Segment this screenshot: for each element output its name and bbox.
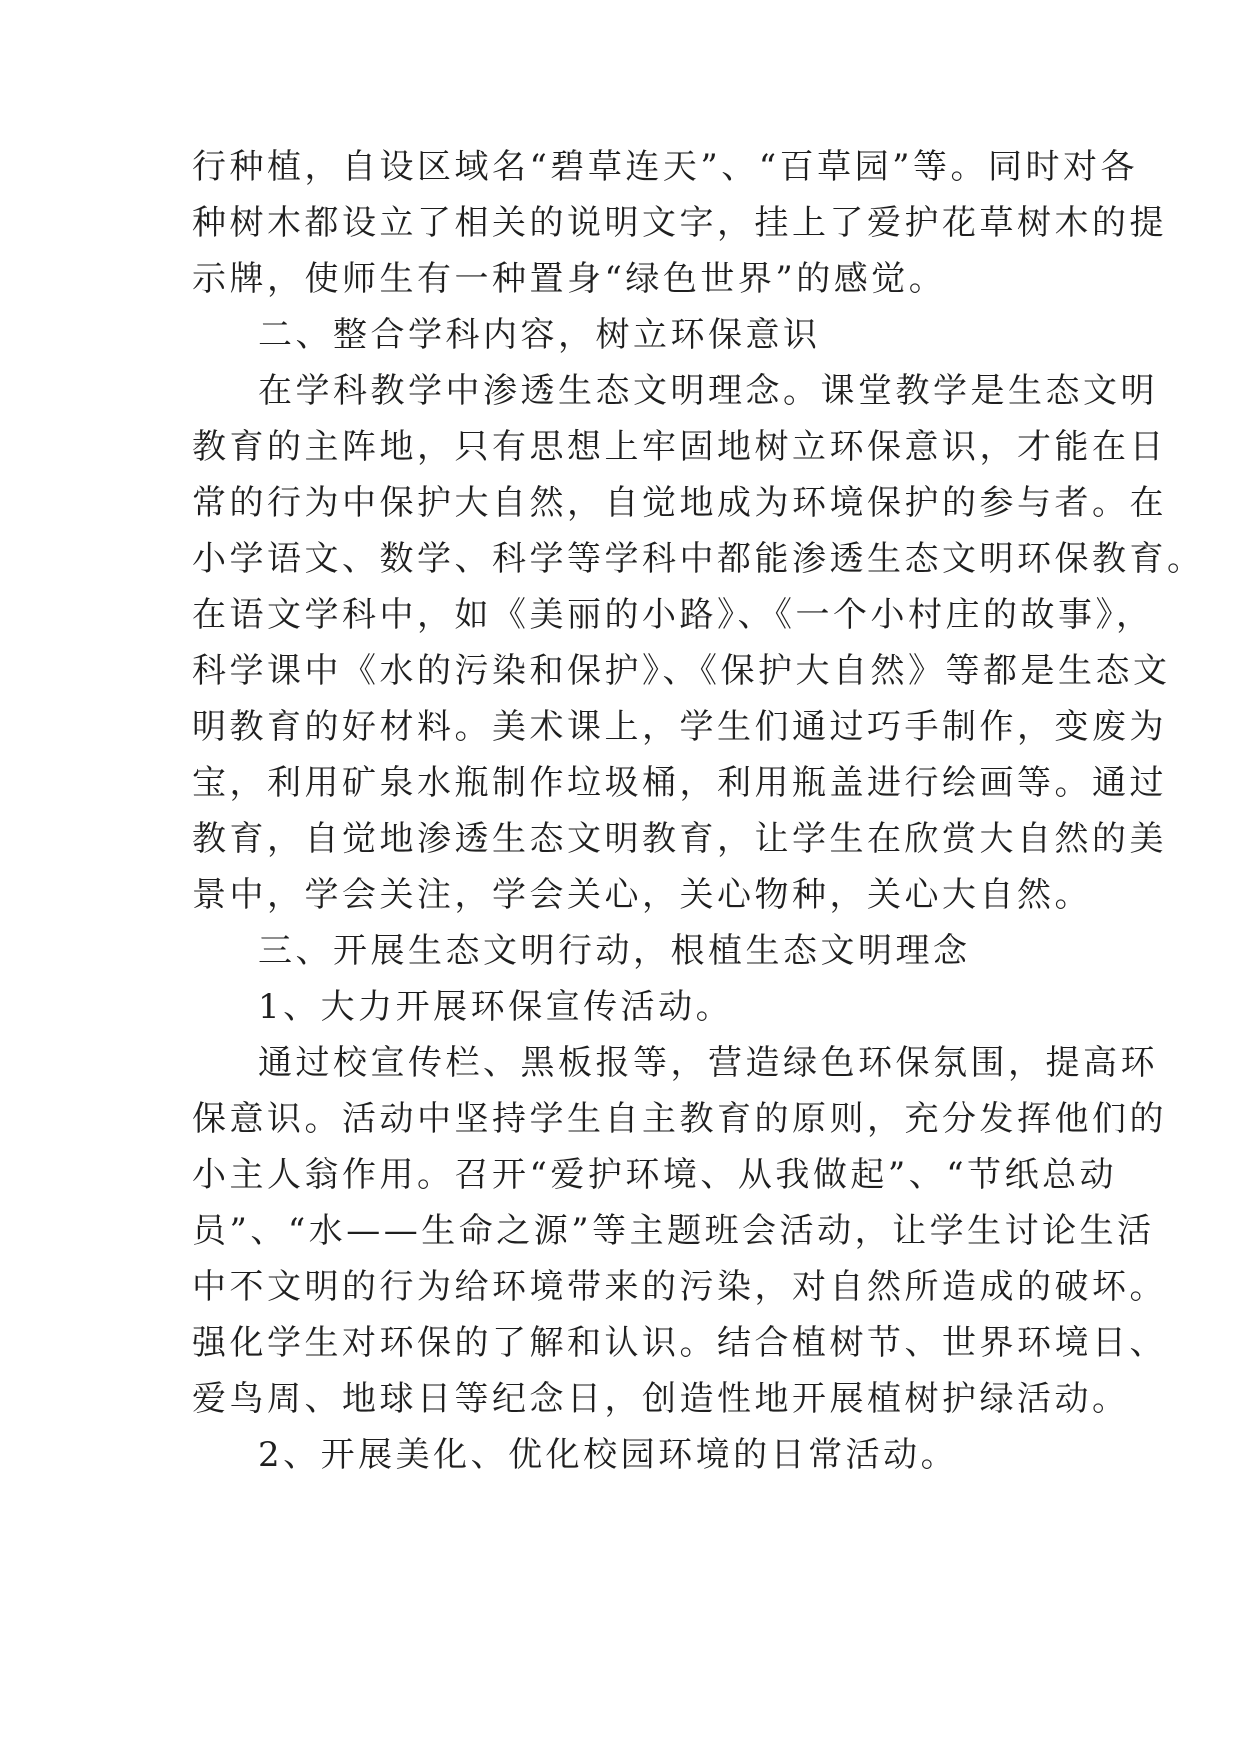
text-line-5: 在学科教学中渗透生态文明理念。课堂教学是生态文明 bbox=[258, 371, 1158, 411]
text-line-2: 种树木都设立了相关的说明文字，挂上了爱护花草树木的提 bbox=[192, 203, 1167, 243]
text-line-8: 小学语文、数学、科学等学科中都能渗透生态文明环保教育。 bbox=[192, 539, 1205, 579]
text-line-11: 明教育的好材料。美术课上，学生们通过巧手制作，变废为 bbox=[192, 707, 1167, 747]
text-line-9: 在语文学科中，如《美丽的小路》、《一个小村庄的故事》， bbox=[192, 595, 1154, 635]
text-line-14: 景中，学会关注，学会关心，关心物种，关心大自然。 bbox=[192, 875, 1092, 915]
text-line-1: 行种植，自设区域名“碧草连天”、“百草园”等。同时对各 bbox=[192, 147, 1139, 187]
text-line-20: 员”、“水——生命之源”等主题班会活动，让学生讨论生活 bbox=[192, 1211, 1155, 1251]
subheading-1: 1、大力开展环保宣传活动。 bbox=[258, 987, 734, 1027]
text-line-22: 强化学生对环保的了解和认识。结合植树节、世界环境日、 bbox=[192, 1323, 1167, 1363]
text-line-7: 常的行为中保护大自然，自觉地成为环境保护的参与者。在 bbox=[192, 483, 1167, 523]
text-line-12: 宝，利用矿泉水瓶制作垃圾桶，利用瓶盖进行绘画等。通过 bbox=[192, 763, 1167, 803]
text-line-3: 示牌，使师生有一种置身“绿色世界”的感觉。 bbox=[192, 259, 947, 299]
text-line-23: 爱鸟周、地球日等纪念日，创造性地开展植树护绿活动。 bbox=[192, 1379, 1130, 1419]
section-heading-2: 二、整合学科内容，树立环保意识 bbox=[258, 315, 821, 355]
section-heading-3: 三、开展生态文明行动，根植生态文明理念 bbox=[258, 931, 971, 971]
text-line-13: 教育，自觉地渗透生态文明教育，让学生在欣赏大自然的美 bbox=[192, 819, 1167, 859]
text-line-6: 教育的主阵地，只有思想上牢固地树立环保意识，才能在日 bbox=[192, 427, 1167, 467]
text-line-19: 小主人翁作用。召开“爱护环境、从我做起”、“节纸总动 bbox=[192, 1155, 1118, 1195]
text-line-21: 中不文明的行为给环境带来的污染，对自然所造成的破坏。 bbox=[192, 1267, 1167, 1307]
text-line-17: 通过校宣传栏、黑板报等，营造绿色环保氛围，提高环 bbox=[258, 1043, 1158, 1083]
text-line-10: 科学课中《水的污染和保护》、《保护大自然》等都是生态文 bbox=[192, 651, 1171, 691]
subheading-2: 2、开展美化、优化校园环境的日常活动。 bbox=[258, 1435, 959, 1475]
text-line-18: 保意识。活动中坚持学生自主教育的原则，充分发挥他们的 bbox=[192, 1099, 1167, 1139]
